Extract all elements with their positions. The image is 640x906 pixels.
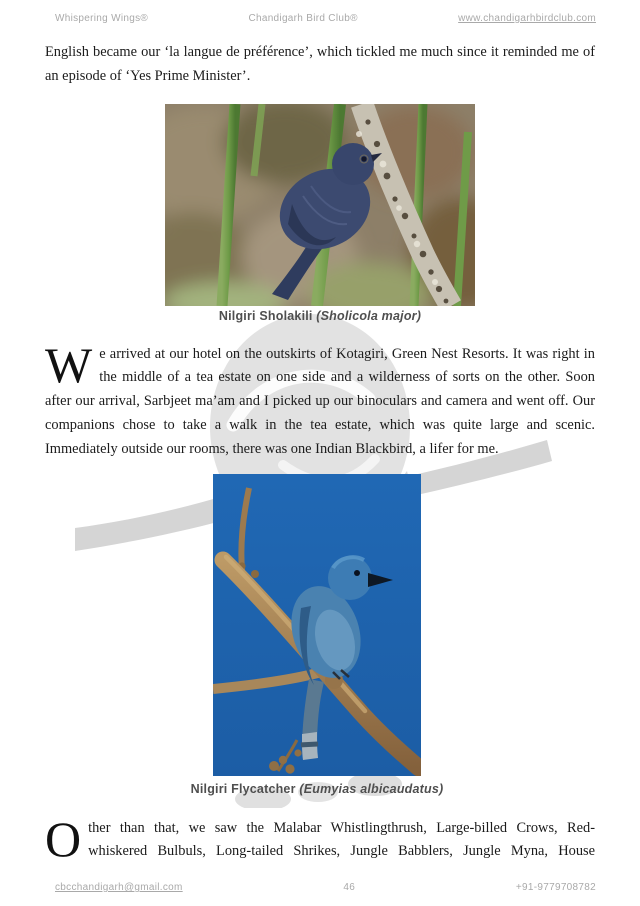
paragraph-text: English became our ‘la langue de préférence’, which tickled me much since it reminded me of an episode of ‘Yes Prime Minister’. [45, 44, 595, 84]
caption-common-name: Nilgiri Flycatcher [190, 781, 296, 796]
header-brand: Whispering Wings® [55, 13, 149, 24]
flycatcher-caption [190, 781, 444, 796]
footer-page-number: 46 [343, 882, 356, 893]
caption-common-name: Nilgiri Sholakili [218, 308, 313, 323]
dropcap-w: W [45, 336, 93, 393]
page-footer [0, 882, 640, 893]
caption-scientific-name: (Eumyias albicaudatus) [299, 781, 444, 796]
paragraph-text: ther than that, we saw the Malabar Whistlingthrush, Large-billed Crows, Red-whiskered Bulbuls, Long-tailed Shrikes, Jungle Babblers, Jungle Myna, House [88, 819, 595, 860]
figure-flycatcher [190, 474, 444, 796]
figure-sholakili [165, 104, 475, 323]
page-header [0, 0, 640, 24]
sholakili-photo [165, 104, 475, 306]
flycatcher-photo [213, 474, 421, 776]
footer-email-link[interactable]: cbcchandigarh@gmail.com [55, 882, 183, 893]
paragraph-english-preference [45, 41, 595, 89]
paragraph-text: e arrived at our hotel on the outskirts of Kotagiri, Green Nest Resorts. It was right in the middle of a tea estate on one side and a wilderness of sorts on the other. Soon after our arrival, Sarbjeet ma’am and I picked up our binoculars and camera and went off. Our companions chose to take a walk in the tea estate, which was quite large and scenic. Immediately outside our rooms, there was one Indian Blackbird, a lifer for me. [45, 345, 595, 457]
paragraph-other-birds [45, 810, 595, 867]
sholakili-caption [165, 309, 475, 323]
caption-scientific-name: (Sholicola major) [316, 308, 422, 323]
footer-phone: +91-9779708782 [515, 882, 596, 893]
paragraph-kotagiri [45, 336, 595, 462]
dropcap-o: O [45, 810, 82, 867]
header-club-name: Chandigarh Bird Club® [248, 13, 358, 24]
header-website-link[interactable]: www.chandigarhbirdclub.com [458, 13, 596, 24]
